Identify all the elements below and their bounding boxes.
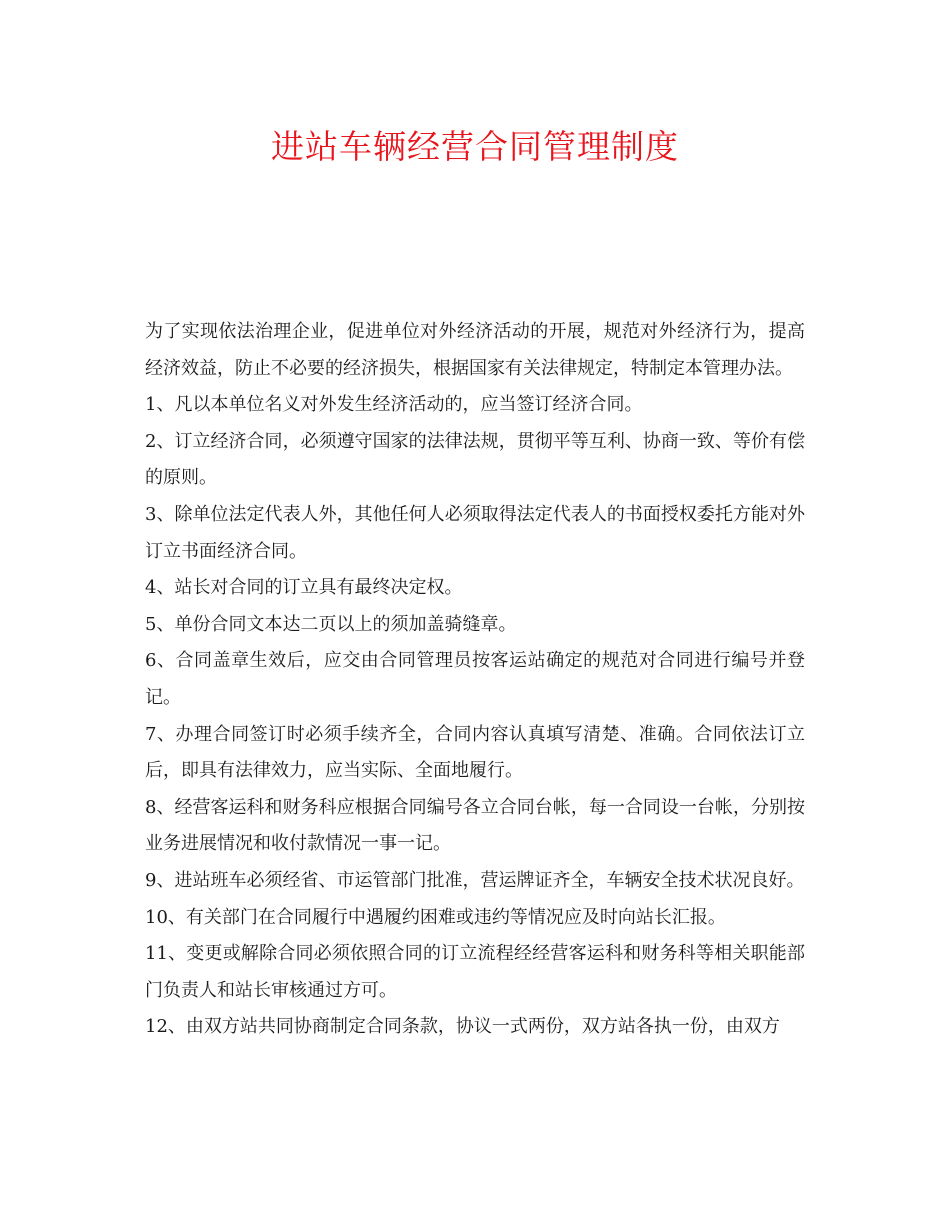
clause-paragraph: 10、有关部门在合同履行中遇履约困难或违约等情况应及时向站长汇报。 — [145, 906, 726, 928]
clause-paragraph: 1、凡以本单位名义对外发生经济活动的，应当签订经济合同。 — [145, 394, 643, 416]
clause-paragraph: 5、单份合同文本达二页以上的须加盖骑缝章。 — [145, 613, 517, 635]
document-body — [145, 314, 805, 1046]
clause-paragraph: 2、订立经济合同，必须遵守国家的法律法规，贯彻平等互利、协商一致、等价有偿的原则。 — [145, 430, 805, 489]
intro-paragraph: 为了实现依法治理企业，促进单位对外经济活动的开展，规范对外经济行为，提高经济效益，防止不必要的经济损失，根据国家有关法律规定，特制定本管理办法。 — [145, 321, 805, 379]
clause-paragraph: 8、经营客运科和财务科应根据合同编号各立合同台帐，每一合同设一台帐，分别按业务进展情况和收付款情况一事一记。 — [145, 796, 805, 855]
document-title: 进站车辆经营合同管理制度 — [271, 127, 679, 166]
clause-paragraph: 9、进站班车必须经省、市运管部门批准，营运牌证齐全，车辆安全技术状况良好。 — [145, 869, 805, 891]
clause-paragraph: 12、由双方站共同协商制定合同条款，协议一式两份，双方站各执一份，由双方 — [145, 1016, 780, 1038]
clause-paragraph: 4、站长对合同的订立具有最终决定权。 — [145, 577, 463, 599]
clause-paragraph: 11、变更或解除合同必须依照合同的订立流程经经营客运科和财务科等相关职能部门负责人和站长审核通过方可。 — [145, 943, 805, 1001]
clause-paragraph: 6、合同盖章生效后，应交由合同管理员按客运站确定的规范对合同进行编号并登记。 — [145, 650, 805, 708]
clause-paragraph: 7、办理合同签订时必须手续齐全，合同内容认真填写清楚、准确。合同依法订立后，即具有法律效力，应当实际、全面地履行。 — [145, 723, 805, 782]
clause-paragraph: 3、除单位法定代表人外，其他任何人必须取得法定代表人的书面授权委托方能对外订立书面经济合同。 — [145, 503, 805, 562]
